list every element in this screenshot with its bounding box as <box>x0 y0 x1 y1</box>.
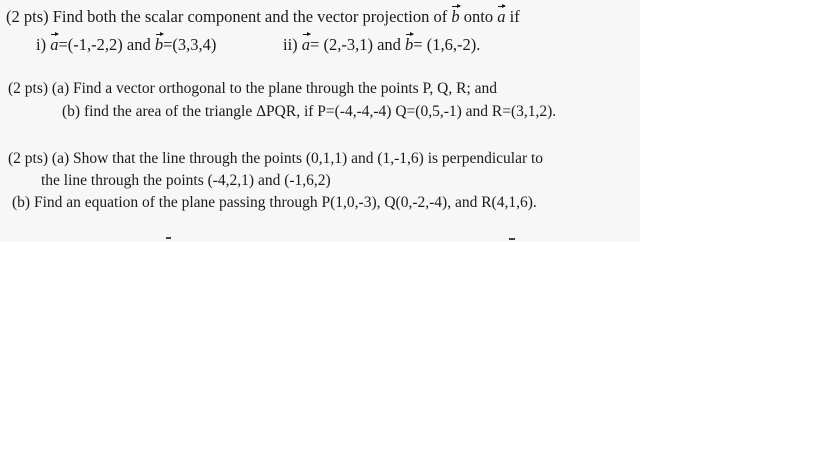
part-ii-b-value: = (1,6,-2). <box>413 35 481 54</box>
problem-1-mid: onto <box>459 7 498 26</box>
part-i-vector-b: b <box>154 35 164 54</box>
problem-1-suffix: if <box>505 7 520 26</box>
scanned-problem-sheet <box>0 0 640 242</box>
scan-artifact-mark <box>166 237 171 239</box>
problem-2-line-1: (2 pts) (a) Find a vector orthogonal to the plane through the points P, Q, R; and <box>8 80 498 97</box>
problem-3-line-2: the line through the points (-4,2,1) and (-1,6,2) <box>41 172 331 189</box>
problem-2-line-2: (b) find the area of the triangle ΔPQR, if P=(-4,-4,-4) Q=(0,5,-1) and R=(3,1,2). <box>62 103 557 120</box>
vector-a-symbol: a <box>497 7 506 26</box>
problem-3-line-1: (2 pts) (a) Show that the line through the points (0,1,1) and (1,-1,6) is perpendicular to <box>8 150 544 167</box>
part-i-label: i) <box>36 35 51 54</box>
part-i-a-value: =(-1,-2,2) and <box>58 35 155 54</box>
problem-1-statement <box>6 7 520 27</box>
part-ii-a-value: = (2,-3,1) and <box>310 35 406 54</box>
problem-3-line-3: (b) Find an equation of the plane passing through P(1,0,-3), Q(0,-2,-4), and R(4,1,6). <box>12 194 537 211</box>
problem-1-prefix: (2 pts) Find both the scalar component and the vector projection of <box>6 7 452 26</box>
part-ii-vector-a: a <box>301 35 311 54</box>
scan-artifact-mark <box>509 238 515 240</box>
part-i-b-value: =(3,3,4) <box>163 35 217 54</box>
part-ii-label: ii) <box>283 35 302 54</box>
part-ii-vector-b: b <box>405 35 414 54</box>
part-i-vector-a: a <box>50 35 59 54</box>
vector-b-symbol: b <box>451 7 460 26</box>
problem-1-part-ii <box>283 35 480 55</box>
problem-1-part-i <box>36 35 216 55</box>
